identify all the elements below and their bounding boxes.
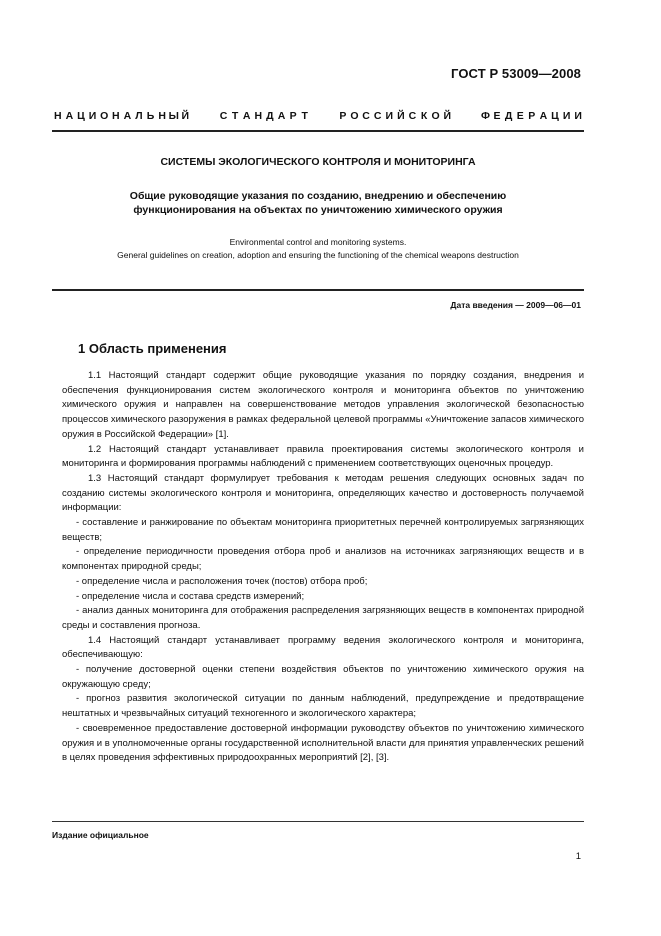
banner-letter: Н xyxy=(111,110,120,122)
gost-code: ГОСТ Р 53009—2008 xyxy=(451,66,581,81)
page-number: 1 xyxy=(575,851,581,862)
paragraph-1-1: 1.1 Настоящий стандарт содержит общие руководящие указания по порядку создания, внедрения и обеспечения функционирования систем экологического контроля и мониторинга объектов по уничтожению химического оружия и направлен на совершенствование методов управления экологической безопасностью процессов химического разоружения в рамках федеральной целевой программы «Уничтожение запасов химического оружия в Российской Федерации» [1]. xyxy=(62,370,584,440)
banner-letter: Ы xyxy=(168,110,179,122)
edition-note: Издание официальное xyxy=(52,830,149,840)
banner-letter: А xyxy=(123,110,132,122)
section-body xyxy=(62,369,584,766)
banner-letter: Ф xyxy=(480,110,490,122)
list-item: - своевременное предоставление достоверной информации руководству объектов по уничтожению химического оружия и в уполномоченные органы государственной исполнительной власти для принятия управленческих решений в целях проведения эффективных природоохранных мероприятий [2], [3]. xyxy=(62,722,584,764)
title-divider xyxy=(52,289,584,291)
banner-letter: Р xyxy=(528,110,536,122)
section-heading: 1 Область применения xyxy=(78,341,227,356)
list-item: - анализ данных мониторинга для отображения распределения загрязняющих веществ в компонентах природной среды и составления прогноза. xyxy=(62,605,584,631)
banner-letter: О xyxy=(350,110,359,122)
banner-letter: О xyxy=(431,110,440,122)
paragraph-1-4: 1.4 Настоящий стандарт устанавливает программу ведения экологического контроля и мониторинга, обеспечивающую: xyxy=(62,634,584,661)
banner-letter: А xyxy=(242,110,251,122)
banner-letter: Е xyxy=(516,110,524,122)
introduction-date: Дата введения — 2009—06—01 xyxy=(450,300,581,310)
list-item: - определение числа и расположения точек (постов) отбора проб; xyxy=(76,575,368,587)
national-standard-banner xyxy=(52,110,584,122)
banner-letter: И xyxy=(574,110,582,122)
banner-letter: С xyxy=(373,110,382,122)
list-item: - прогноз развития экологической ситуации по данным наблюдений, предупреждение и предотвращение нештатных и чрезвычайных ситуаций техногенного и экологического характера; xyxy=(62,693,584,720)
banner-letter: Ц xyxy=(551,110,559,122)
document-subtitle xyxy=(52,189,584,217)
banner-letter: Й xyxy=(181,110,190,122)
banner-letter: Р xyxy=(289,110,297,122)
banner-letter: Т xyxy=(231,110,239,122)
list-item: - определение периодичности проведения отбора проб и анализов на источниках загрязняющих веществ и в компонентах природной среды; xyxy=(62,546,584,573)
english-title-line-1: Environmental control and monitoring systems. xyxy=(229,237,407,247)
english-title xyxy=(52,236,584,261)
banner-letter: И xyxy=(88,110,97,122)
header-divider xyxy=(52,130,584,132)
banner-letter: Н xyxy=(54,110,62,122)
footer-divider xyxy=(52,821,584,822)
banner-letter: Ц xyxy=(77,110,85,122)
banner-letter: Н xyxy=(158,110,166,122)
banner-letter: А xyxy=(277,110,286,122)
banner-word-2 xyxy=(218,110,311,122)
banner-letter: Е xyxy=(493,110,501,122)
banner-letter: Н xyxy=(254,110,263,122)
banner-letter: Р xyxy=(339,110,347,122)
banner-letter: Л xyxy=(135,110,143,122)
banner-letter: К xyxy=(420,110,428,122)
paragraph-1-3: 1.3 Настоящий стандарт формулирует требования к методам решения следующих основных задач по созданию системы экологического контроля и мониторинга, определяющих качество и достоверность получаемой информации: xyxy=(62,472,584,514)
banner-letter: Й xyxy=(443,110,451,122)
banner-letter: И xyxy=(562,110,571,122)
english-title-line-2: General guidelines on creation, adoption and ensuring the functioning of the chemical weapons destruction xyxy=(117,249,519,260)
banner-letter: О xyxy=(100,110,109,122)
banner-letter: Й xyxy=(397,110,405,122)
list-item: - определение числа и состава средств измерений; xyxy=(76,590,305,602)
subtitle-line-1: Общие руководящие указания по созданию, внедрению и обеспечению xyxy=(129,190,507,202)
paragraph-1-2: 1.2 Настоящий стандарт устанавливает правила проектирования системы экологического контроля и мониторинга и формирования программы наблюдений с применением соответствующих оценочных процедур. xyxy=(62,443,584,470)
banner-letter: С xyxy=(362,110,370,122)
banner-word-4 xyxy=(480,110,584,122)
banner-word-3 xyxy=(337,110,453,122)
banner-letter: Д xyxy=(266,110,274,122)
banner-letter: Т xyxy=(301,110,308,122)
subtitle-line-2: функционирования на объектах по уничтожению химического оружия xyxy=(133,204,503,216)
list-item: - составление и ранжирование по объектам мониторинга приоритетных перечней контролируемых загрязняющих веществ; xyxy=(62,517,584,543)
banner-letter: С xyxy=(408,110,417,122)
banner-letter: Д xyxy=(504,110,513,122)
banner-word-1 xyxy=(52,110,191,122)
document-title: СИСТЕМЫ ЭКОЛОГИЧЕСКОГО КОНТРОЛЯ И МОНИТОРИНГА xyxy=(160,156,476,168)
banner-letter: А xyxy=(65,110,74,122)
banner-letter: А xyxy=(539,110,548,122)
banner-letter: И xyxy=(385,110,394,122)
banner-letter: С xyxy=(219,110,228,122)
banner-letter: Ь xyxy=(146,110,155,122)
list-item: - получение достоверной оценки степени воздействия объектов по уничтожению химического оружия на окружающую среду; xyxy=(62,664,584,690)
